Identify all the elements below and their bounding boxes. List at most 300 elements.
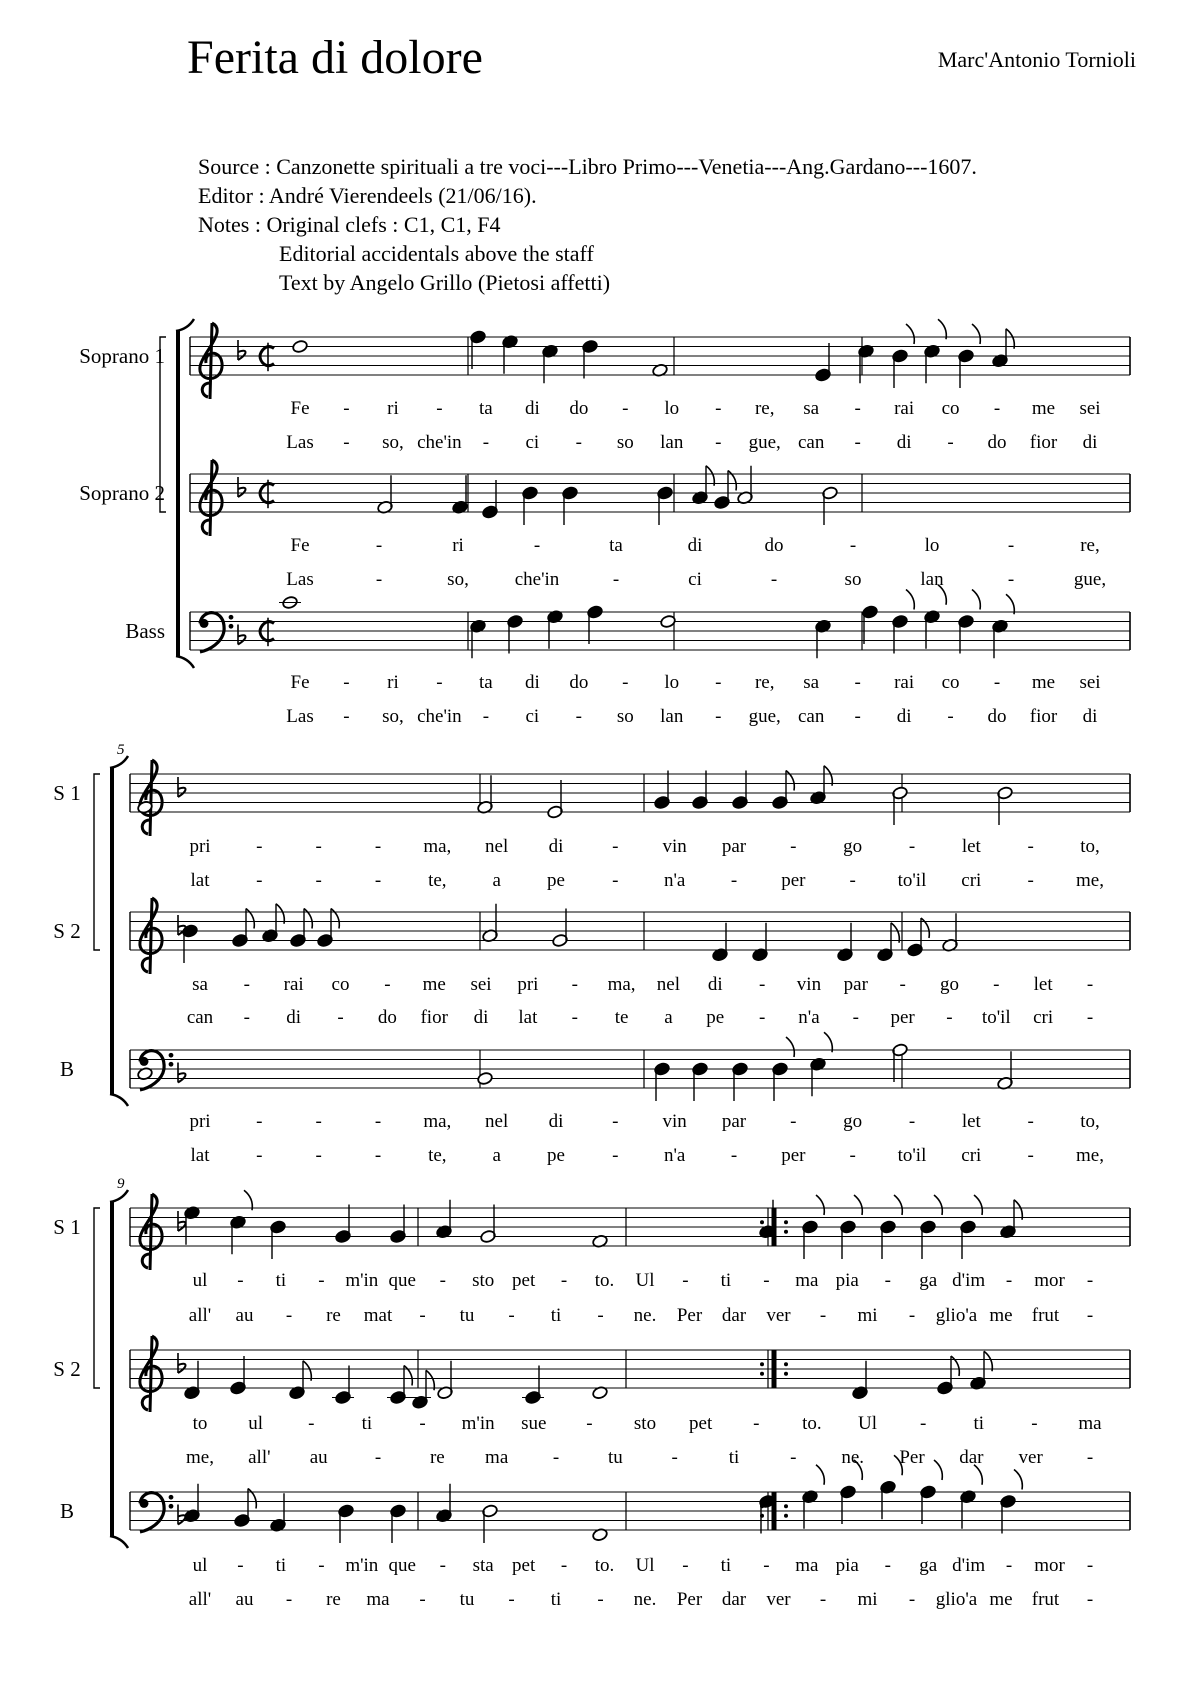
lyric-hyphen: -	[1027, 1145, 1034, 1166]
voice-name: Bass	[125, 619, 165, 643]
lyric-hyphen: -	[919, 1413, 927, 1434]
lyric-hyphen: -	[439, 1555, 446, 1576]
flat-key-signature-icon	[238, 477, 246, 497]
lyric-syllable: di	[896, 432, 912, 453]
lyric-syllable: to'il	[897, 870, 927, 891]
lyric-hyphen: -	[947, 432, 954, 453]
lyric-syllable: do	[987, 706, 1007, 727]
lyric-hyphen: -	[1086, 1270, 1094, 1291]
voice-name: Soprano 2	[79, 481, 165, 505]
note-flag	[938, 319, 946, 339]
lyric-syllable: co	[941, 398, 960, 419]
lyric-syllable: sa	[803, 398, 820, 419]
lyric-hyphen: -	[571, 974, 578, 995]
note-flag	[276, 904, 284, 924]
lyric-syllable: ma	[366, 1589, 390, 1610]
lyric-syllable: ne.	[633, 1589, 657, 1610]
lyric-syllable: ti	[275, 1555, 287, 1576]
lyric-hyphen: -	[318, 1270, 325, 1291]
repeat-dot	[784, 1372, 788, 1376]
lyric-syllable: d'im	[952, 1270, 986, 1291]
lyric-syllable: do	[569, 398, 589, 419]
lyric-hyphen: -	[419, 1589, 426, 1610]
lyric-hyphen: -	[1086, 974, 1094, 995]
lyric-syllable: all'	[248, 1447, 271, 1468]
note-flag	[1006, 594, 1014, 614]
lyric-syllable: Ul	[635, 1270, 655, 1291]
lyric-hyphen: -	[682, 1555, 689, 1576]
lyric-syllable: frut	[1031, 1305, 1060, 1326]
lyric-syllable: sta	[472, 1555, 494, 1576]
lyric-syllable: ti	[720, 1270, 732, 1291]
lyric-syllable: so	[616, 706, 634, 727]
lyric-syllable: lat	[518, 1007, 538, 1028]
lyric-hyphen: -	[508, 1589, 515, 1610]
note-flag	[891, 923, 899, 943]
lyric-syllable: m'in	[345, 1555, 379, 1576]
lyric-syllable: frut	[1031, 1589, 1060, 1610]
voice-name: S 1	[53, 781, 81, 805]
lyric-syllable: di	[473, 1007, 489, 1028]
lyric-syllable: so,	[382, 706, 404, 727]
lyric-hyphen: -	[482, 706, 490, 727]
lyric-syllable: Per	[676, 1305, 703, 1326]
note-flag	[1006, 329, 1014, 349]
lyric-hyphen: -	[1086, 1305, 1094, 1326]
lyric-hyphen: -	[315, 836, 322, 857]
lyric-hyphen: -	[243, 1007, 251, 1028]
lyric-syllable: di	[1082, 432, 1098, 453]
note-flag	[972, 590, 980, 610]
lyric-syllable: can	[797, 432, 825, 453]
lyric-hyphen: -	[533, 535, 541, 556]
voice-name: S 2	[53, 919, 81, 943]
lyric-hyphen: -	[947, 706, 954, 727]
lyric-hyphen: -	[375, 569, 383, 590]
lyric-syllable: di	[548, 836, 564, 857]
lyric-syllable: pe	[547, 1145, 565, 1166]
lyric-hyphen: -	[1005, 1555, 1013, 1576]
lyric-hyphen: -	[439, 1270, 446, 1291]
lyric-hyphen: -	[908, 1589, 916, 1610]
lyric-syllable: pri	[517, 974, 539, 995]
lyric-syllable: ti	[973, 1413, 985, 1434]
note-flag	[706, 466, 714, 486]
note-flag	[934, 1460, 942, 1480]
notes-line-3: Text by Angelo Grillo (Pietosi affetti)	[279, 270, 611, 295]
lyric-hyphen: -	[597, 1589, 604, 1610]
lyric-hyphen: -	[612, 569, 620, 590]
lyric-syllable: vin	[796, 974, 822, 995]
lyric-hyphen: -	[1005, 1270, 1013, 1291]
lyric-syllable: can	[797, 706, 825, 727]
lyric-hyphen: -	[237, 1555, 244, 1576]
composer-name: Marc'Antonio Tornioli	[937, 47, 1136, 72]
lyric-syllable: do	[987, 432, 1007, 453]
lyric-hyphen: -	[715, 706, 722, 727]
treble-clef-icon	[140, 1336, 162, 1412]
lyric-hyphen: -	[419, 1305, 426, 1326]
lyric-hyphen: -	[730, 1145, 738, 1166]
note-flag	[894, 1195, 902, 1215]
source-line: Source : Canzonette spirituali a tre voci---Libro Primo---Venetia---Ang.Gardano---1607.	[198, 154, 977, 179]
system-bracket-bottom	[110, 1536, 128, 1548]
note-flag	[854, 1195, 862, 1215]
lyric-syllable: rai	[894, 398, 915, 419]
note-flag	[244, 1190, 252, 1210]
lyric-syllable: do	[377, 1007, 397, 1028]
lyric-hyphen: -	[790, 1111, 797, 1132]
lyric-syllable: pe	[547, 870, 565, 891]
lyric-syllable: ci	[525, 432, 540, 453]
lyric-syllable: sue	[521, 1413, 547, 1434]
lyric-hyphen: -	[671, 1447, 678, 1468]
lyric-syllable: ma	[795, 1270, 819, 1291]
lyric-hyphen: -	[318, 1555, 325, 1576]
lyric-syllable: ver	[1018, 1447, 1043, 1468]
treble-clef-icon	[200, 323, 222, 399]
lyric-syllable: n'a	[663, 870, 686, 891]
lyric-hyphen: -	[854, 706, 861, 727]
note-flag	[824, 1032, 832, 1052]
lyric-syllable: lo	[664, 672, 680, 693]
lyric-hyphen: -	[1031, 1413, 1038, 1434]
lyric-syllable: lan	[660, 432, 684, 453]
lyric-syllable: sa	[803, 672, 820, 693]
lyric-syllable: me,	[1076, 870, 1104, 891]
lyric-syllable: di	[1082, 706, 1098, 727]
lyric-hyphen: -	[560, 1270, 568, 1291]
lyric-syllable: to	[192, 1413, 208, 1434]
lyric-syllable: mor	[1034, 1555, 1065, 1576]
lyric-syllable: re,	[754, 398, 775, 419]
note-flag	[303, 1361, 311, 1381]
measure-number: 9	[117, 1176, 125, 1192]
note-head	[477, 1071, 494, 1085]
lyric-hyphen: -	[482, 432, 490, 453]
lyric-syllable: rai	[894, 672, 915, 693]
lyric-hyphen: -	[622, 672, 629, 693]
lyric-syllable: sei	[1079, 672, 1101, 693]
lyric-hyphen: -	[854, 432, 861, 453]
lyric-syllable: vin	[662, 836, 687, 857]
lyric-syllable: ne.	[841, 1447, 865, 1468]
treble-clef-icon	[200, 460, 222, 536]
note-head	[292, 339, 309, 353]
lyric-syllable: ga	[919, 1270, 938, 1291]
lyric-hyphen: -	[384, 974, 391, 995]
lyric-hyphen: -	[612, 1111, 619, 1132]
lyric-syllable: di	[896, 706, 912, 727]
note-flag	[1014, 1200, 1022, 1220]
lyric-hyphen: -	[256, 1111, 263, 1132]
lyric-hyphen: -	[612, 836, 619, 857]
lyric-hyphen: -	[790, 1447, 797, 1468]
lyric-syllable: co	[941, 672, 960, 693]
lyric-syllable: au	[235, 1305, 254, 1326]
lyric-syllable: to.	[802, 1413, 822, 1434]
lyric-hyphen: -	[758, 1007, 766, 1028]
lyric-syllable: pet	[512, 1270, 536, 1291]
lyric-hyphen: -	[849, 870, 856, 891]
lyric-syllable: Las	[286, 569, 314, 590]
lyric-syllable: ul	[192, 1270, 208, 1291]
lyric-hyphen: -	[285, 1305, 293, 1326]
note-flag	[984, 1351, 992, 1371]
lyric-hyphen: -	[612, 1145, 619, 1166]
note-flag	[906, 324, 914, 344]
lyric-syllable: go	[843, 836, 863, 857]
lyric-hyphen: -	[586, 1413, 593, 1434]
lyric-syllable: ma,	[423, 1111, 452, 1132]
lyric-syllable: nel	[656, 974, 681, 995]
lyric-syllable: cri	[961, 870, 982, 891]
lyric-hyphen: -	[374, 836, 382, 857]
lyric-syllable: ga	[919, 1555, 938, 1576]
voice-name: Soprano 1	[79, 344, 165, 368]
lyric-syllable: m'in	[461, 1413, 495, 1434]
note-flag	[816, 1465, 824, 1485]
lyric-syllable: can	[186, 1007, 214, 1028]
lyric-syllable: pri	[189, 1111, 211, 1132]
treble-clef-icon	[140, 898, 162, 974]
lyric-hyphen: -	[849, 1145, 856, 1166]
lyric-hyphen: -	[884, 1555, 891, 1576]
lyric-syllable: ne.	[633, 1305, 657, 1326]
lyric-syllable: di	[707, 974, 723, 995]
lyric-hyphen: -	[374, 870, 382, 891]
lyric-syllable: to.	[594, 1555, 615, 1576]
lyric-syllable: to,	[1080, 836, 1100, 857]
lyric-syllable: glio'a	[935, 1589, 978, 1610]
note-flag	[824, 766, 832, 786]
lyric-hyphen: -	[852, 1007, 859, 1028]
lyric-syllable: glio'a	[935, 1305, 978, 1326]
voice-name: S 1	[53, 1215, 81, 1239]
lyric-syllable: che'in	[417, 432, 462, 453]
editor-line: Editor : André Vierendeels (21/06/16).	[198, 183, 537, 208]
lyric-syllable: to'il	[981, 1007, 1011, 1028]
lyric-hyphen: -	[884, 1270, 891, 1291]
lyric-hyphen: -	[560, 1555, 568, 1576]
lyric-hyphen: -	[715, 672, 722, 693]
lyric-hyphen: -	[612, 870, 619, 891]
lyric-hyphen: -	[343, 398, 350, 419]
lyric-syllable: ver	[766, 1589, 791, 1610]
lyric-syllable: ver	[766, 1305, 791, 1326]
lyric-hyphen: -	[993, 672, 1001, 693]
lyric-syllable: all'	[188, 1589, 212, 1610]
lyric-syllable: ti	[720, 1555, 732, 1576]
lyric-syllable: ci	[688, 569, 702, 590]
lyric-syllable: ma	[485, 1447, 509, 1468]
repeat-dot	[760, 1372, 764, 1376]
lyric-hyphen: -	[1027, 836, 1034, 857]
lyric-syllable: ri	[387, 398, 399, 419]
lyric-hyphen: -	[256, 870, 263, 891]
lyric-syllable: so,	[447, 569, 469, 590]
lyric-syllable: tu	[459, 1589, 475, 1610]
repeat-dot	[784, 1514, 788, 1518]
lyric-syllable: pet	[512, 1555, 536, 1576]
lyric-syllable: ti	[361, 1413, 373, 1434]
lyric-syllable: cri	[1033, 1007, 1054, 1028]
lyric-hyphen: -	[256, 1145, 263, 1166]
flat-key-signature-icon	[238, 625, 246, 645]
lyric-syllable: gue,	[1073, 569, 1107, 590]
lyric-syllable: par	[721, 1111, 747, 1132]
lyric-syllable: d'im	[952, 1555, 986, 1576]
lyric-syllable: cri	[961, 1145, 982, 1166]
bass-clef-icon	[140, 1493, 174, 1532]
lyric-syllable: au	[235, 1589, 254, 1610]
note-flag	[426, 1370, 434, 1390]
lyric-syllable: tu	[459, 1305, 475, 1326]
lyric-hyphen: -	[1086, 1447, 1094, 1468]
treble-clef-icon	[140, 1194, 162, 1270]
lyric-syllable: Fe	[290, 535, 310, 556]
lyric-hyphen: -	[1007, 535, 1015, 556]
lyric-hyphen: -	[946, 1007, 953, 1028]
lyric-syllable: re	[326, 1589, 341, 1610]
lyric-syllable: Las	[286, 706, 314, 727]
lyric-hyphen: -	[715, 432, 722, 453]
lyric-hyphen: -	[854, 398, 861, 419]
note-flag	[974, 1195, 982, 1215]
lyric-syllable: te,	[428, 870, 447, 891]
lyric-syllable: ma	[795, 1555, 819, 1576]
lyric-hyphen: -	[758, 974, 766, 995]
lyric-syllable: Fe	[290, 398, 310, 419]
lyric-hyphen: -	[374, 1447, 382, 1468]
lyric-hyphen: -	[337, 1007, 344, 1028]
lyric-syllable: ul	[192, 1555, 208, 1576]
lyric-syllable: tu	[607, 1447, 623, 1468]
lyric-syllable: per	[781, 870, 806, 891]
lyric-syllable: re,	[1080, 535, 1100, 556]
lyric-syllable: te	[614, 1007, 629, 1028]
lyric-syllable: m'in	[345, 1270, 379, 1291]
lyric-syllable: di	[548, 1111, 564, 1132]
lyric-syllable: lo	[924, 535, 940, 556]
lyric-hyphen: -	[763, 1555, 770, 1576]
lyric-hyphen: -	[375, 535, 383, 556]
lyric-hyphen: -	[256, 836, 263, 857]
lyric-syllable: nel	[485, 836, 509, 857]
notes-line: Notes : Original clefs : C1, C1, F4	[198, 212, 501, 237]
lyric-syllable: ul	[248, 1413, 264, 1434]
lyric-hyphen: -	[1086, 1007, 1094, 1028]
lyric-syllable: di	[524, 672, 540, 693]
lyric-syllable: all'	[188, 1305, 212, 1326]
lyric-hyphen: -	[508, 1305, 515, 1326]
lyric-syllable: ta	[479, 398, 493, 419]
lyric-hyphen: -	[343, 672, 350, 693]
lyric-syllable: to.	[594, 1270, 615, 1291]
lyric-syllable: sei	[470, 974, 492, 995]
lyric-syllable: pia	[835, 1555, 859, 1576]
lyric-syllable: dar	[721, 1589, 747, 1610]
note-flag	[906, 590, 914, 610]
lyric-hyphen: -	[343, 706, 350, 727]
flat-key-signature-icon	[178, 1063, 186, 1083]
repeat-dot	[760, 1220, 764, 1224]
lyric-syllable: to,	[1080, 1111, 1100, 1132]
repeat-dot	[784, 1230, 788, 1234]
system-bracket-top	[176, 319, 194, 331]
lyric-syllable: lo	[664, 398, 680, 419]
voice-name: S 2	[53, 1357, 81, 1381]
lyric-hyphen: -	[622, 398, 629, 419]
bass-clef-icon	[200, 613, 234, 652]
lyric-hyphen: -	[343, 432, 350, 453]
lyric-syllable: let	[961, 1111, 981, 1132]
lyric-syllable: Fe	[290, 672, 310, 693]
lyric-hyphen: -	[436, 672, 443, 693]
lyric-syllable: fior	[420, 1007, 448, 1028]
lyric-hyphen: -	[1027, 1111, 1034, 1132]
lyric-syllable: do	[569, 672, 589, 693]
note-flag	[934, 1195, 942, 1215]
lyric-syllable: fior	[1029, 432, 1058, 453]
lyric-syllable: sei	[1079, 398, 1101, 419]
note-flag	[786, 1037, 794, 1057]
lyric-syllable: ci	[525, 706, 540, 727]
lyric-syllable: mat	[363, 1305, 393, 1326]
lyric-hyphen: -	[308, 1413, 315, 1434]
lyric-hyphen: -	[374, 1145, 382, 1166]
lyric-hyphen: -	[770, 569, 778, 590]
lyric-hyphen: -	[753, 1413, 760, 1434]
flat-key-signature-icon	[178, 1353, 186, 1373]
lyric-syllable: gue,	[748, 706, 781, 727]
note-flag	[972, 324, 980, 344]
lyric-hyphen: -	[1007, 569, 1015, 590]
lyric-hyphen: -	[763, 1270, 770, 1291]
system-bracket-bottom	[176, 656, 194, 668]
lyric-syllable: let	[961, 836, 981, 857]
repeat-dot	[760, 1362, 764, 1366]
lyric-syllable: me,	[186, 1447, 214, 1468]
lyric-syllable: so	[616, 432, 634, 453]
lyric-syllable: ti	[275, 1270, 287, 1291]
system-bracket-bottom	[110, 1094, 128, 1106]
lyric-hyphen: -	[1086, 1555, 1094, 1576]
lyric-hyphen: -	[993, 974, 1000, 995]
voice-name: B	[59, 1057, 75, 1081]
notes-line-2: Editorial accidentals above the staff	[279, 241, 594, 266]
lyric-syllable: sto	[633, 1413, 657, 1434]
lyric-syllable: per	[890, 1007, 915, 1028]
lyric-syllable: pe	[706, 1007, 725, 1028]
lyric-hyphen: -	[419, 1413, 426, 1434]
lyric-syllable: re,	[754, 672, 775, 693]
lyric-syllable: ri	[387, 672, 399, 693]
lyric-syllable: me	[422, 974, 446, 995]
lyric-syllable: sa	[192, 974, 208, 995]
lyric-syllable: per	[781, 1145, 806, 1166]
lyric-hyphen: -	[243, 974, 251, 995]
note-flag	[1014, 1470, 1022, 1490]
lyric-syllable: co	[331, 974, 350, 995]
lyric-syllable: me	[989, 1589, 1013, 1610]
flat-key-signature-icon	[238, 340, 246, 360]
lyric-syllable: pia	[835, 1270, 859, 1291]
lyric-syllable: ma	[1078, 1413, 1102, 1434]
lyric-hyphen: -	[436, 398, 443, 419]
lyric-syllable: sto	[472, 1270, 495, 1291]
lyric-syllable: Ul	[858, 1413, 877, 1434]
